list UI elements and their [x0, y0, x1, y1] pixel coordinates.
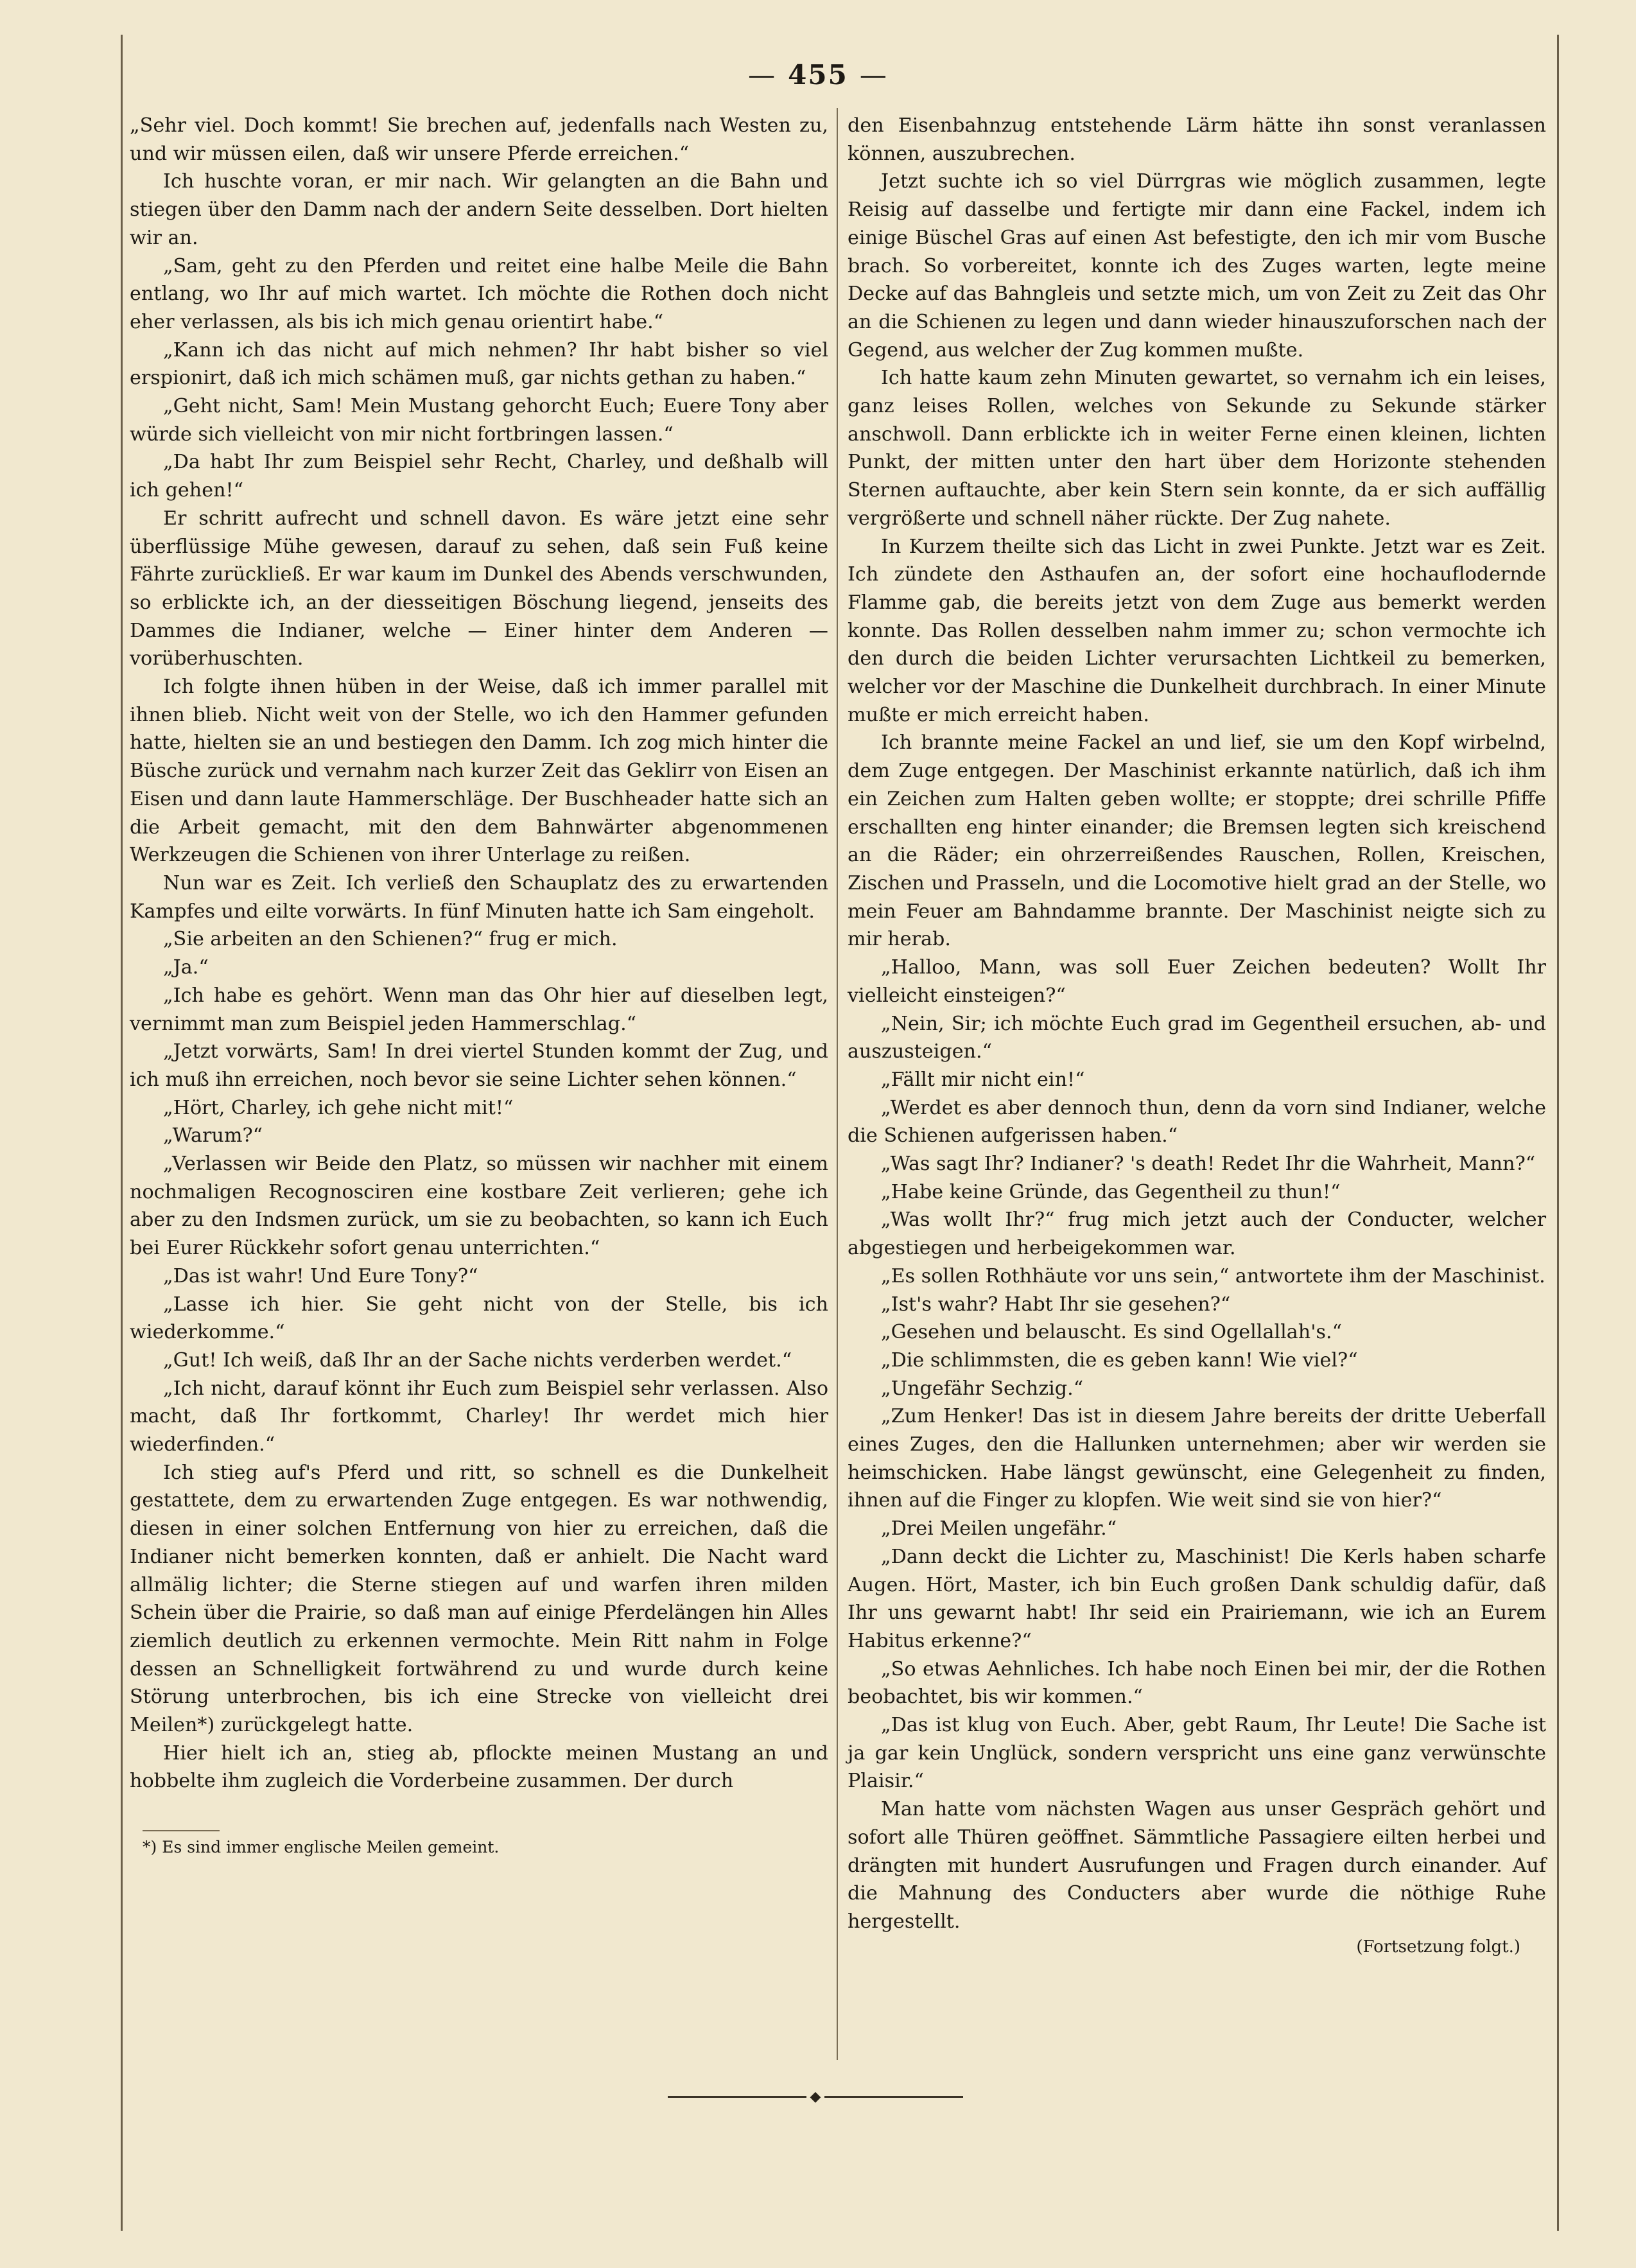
page-number: 455 [788, 59, 848, 91]
paragraph: Ich stieg auf's Pferd und ritt, so schnell es die Dunkelheit gestattete, dem zu erwartenden Zuge entgegen. Es war nothwendig, diesen in einer solchen Entfernung von hier zu erreichen, daß die Indianer nicht bemerken konnten, daß er anhielt. Die Nacht ward allmälig lichter; die Sterne stiegen auf und warfen ihren milden Schein über die Prairie, so daß man auf einige Pferdelängen hin Alles ziemlich deutlich zu erkennen vermochte. Mein Ritt nahm in Folge dessen an Schnelligkeit fortwährend zu und wurde durch keine Störung unterbrochen, bis ich eine Strecke von vielleicht drei Meilen*) zurückgelegt hatte. [130, 1461, 828, 1737]
left-column-paragraphs [130, 112, 828, 1795]
paragraph: „Gesehen und belauscht. Es sind Ogellallah's.“ [881, 1321, 1343, 1344]
paragraph: „Gut! Ich weiß, daß Ihr an der Sache nichts verderben werdet.“ [163, 1348, 792, 1372]
end-ornament [668, 2090, 963, 2103]
paragraph: Jetzt suchte ich so viel Dürrgras wie möglich zusammen, legte Reisig auf dasselbe und fertigte mir dann eine Fackel, indem ich einige Büschel Gras auf einen Ast befestigte, den ich mir vom Busche brach. So vorbereitet, konnte ich des Zuges warten, legte meine Decke auf das Bahngleis und setzte mich, um von Zeit zu Zeit das Ohr an die Schienen zu legen und dann wieder hinauszuforschen nach der Gegend, aus welcher der Zug kommen mußte. [848, 170, 1546, 362]
paragraph: „Werdet es aber dennoch thun, denn da vorn sind Indianer, welche die Schienen aufgerissen haben.“ [848, 1096, 1546, 1147]
paragraph: „Sehr viel. Doch kommt! Sie brechen auf, jedenfalls nach Westen zu, und wir müssen eilen, daß wir unsere Pferde erreichen.“ [130, 114, 828, 165]
column-divider [837, 108, 838, 2060]
paragraph: „Ich nicht, darauf könnt ihr Euch zum Beispiel sehr verlassen. Also macht, daß Ihr fortkommt, Charley! Ihr werdet mich hier wiederfinden.“ [130, 1377, 828, 1456]
continuation-note: (Fortsetzung folgt.) [1356, 1937, 1520, 1957]
paragraph: „Sie arbeiten an den Schienen?“ frug er mich. [163, 928, 618, 951]
paragraph: „Ja.“ [163, 956, 209, 979]
paragraph: „Das ist wahr! Und Eure Tony?“ [163, 1264, 478, 1287]
ornament-line-left [668, 2096, 806, 2098]
paragraph: „Ungefähr Sechzig.“ [881, 1377, 1084, 1400]
paragraph: „Drei Meilen ungefähr.“ [881, 1517, 1117, 1540]
paragraph: Hier hielt ich an, stieg ab, pflockte meinen Mustang an und hobbelte ihm zugleich die Vorderbeine zusammen. Der durch [130, 1741, 828, 1793]
ornament-line-right [824, 2096, 963, 2098]
paragraph: „Dann deckt die Lichter zu, Maschinist! Die Kerls haben scharfe Augen. Hört, Master, ich bin Euch großen Dank schuldig dafür, daß Ihr uns gewarnt habt! Ihr seid ein Prairiemann, wie ich an Eurem Habitus erkenne?“ [848, 1545, 1546, 1652]
left-text-column [130, 112, 828, 1858]
page-number-header [0, 59, 1636, 91]
paragraph: „Es sollen Rothhäute vor uns sein,“ antwortete ihm der Maschinist. [881, 1264, 1545, 1287]
paragraph: „Hört, Charley, ich gehe nicht mit!“ [163, 1096, 514, 1119]
paragraph: „Kann ich das nicht auf mich nehmen? Ihr habt bisher so viel erspionirt, daß ich mich schämen muß, gar nichts gethan zu haben.“ [130, 338, 828, 390]
paragraph: „Geht nicht, Sam! Mein Mustang gehorcht Euch; Euere Tony aber würde sich vielleicht von mir nicht fortbringen lassen.“ [130, 395, 828, 446]
paragraph: Ich huschte voran, er mir nach. Wir gelangten an die Bahn und stiegen über den Damm nach der andern Seite desselben. Dort hielten wir an. [130, 170, 828, 249]
paragraph: „So etwas Aehnliches. Ich habe noch Einen bei mir, der die Rothen beobachtet, bis wir kommen.“ [848, 1657, 1546, 1709]
paragraph: Nun war es Zeit. Ich verließ den Schauplatz des zu erwartenden Kampfes und eilte vorwärts. In fünf Minuten hatte ich Sam eingeholt. [130, 871, 828, 923]
paragraph: den Eisenbahnzug entstehende Lärm hätte ihn sonst veranlassen können, auszubrechen. [848, 114, 1546, 165]
right-column-paragraphs [848, 112, 1546, 1936]
paragraph: „Die schlimmsten, die es geben kann! Wie viel?“ [881, 1348, 1358, 1372]
paragraph: „Was wollt Ihr?“ frug mich jetzt auch der Conducter, welcher abgestiegen und herbeigekommen war. [848, 1208, 1546, 1260]
paragraph: „Sam, geht zu den Pferden und reitet eine halbe Meile die Bahn entlang, wo Ihr auf mich wartet. Ich möchte die Rothen doch nicht eher verlassen, als bis ich mich genau orientirt habe.“ [130, 254, 828, 333]
paragraph: Er schritt aufrecht und schnell davon. Es wäre jetzt eine sehr überflüssige Mühe gewesen, darauf zu sehen, daß sein Fuß keine Fährte zurückließ. Er war kaum im Dunkel des Abends verschwunden, so erblickte ich, an der diesseitigen Böschung liegend, jenseits des Dammes die Indianer, welche — Einer hinter dem Anderen — vorüberhuschten. [130, 507, 828, 670]
paragraph: Ich hatte kaum zehn Minuten gewartet, so vernahm ich ein leises, ganz leises Rollen, welches von Sekunde zu Sekunde stärker anschwoll. Dann erblickte ich in weiter Ferne einen kleinen, lichten Punkt, der mitten unter den hart über dem Horizonte stehenden Sternen auftauchte, aber kein Stern sein konnte, da er sich auffällig vergrößerte und schnell näher rückte. Der Zug nahete. [848, 367, 1546, 530]
paragraph: „Da habt Ihr zum Beispiel sehr Recht, Charley, und deßhalb will ich gehen!“ [130, 451, 828, 502]
paragraph: „Zum Henker! Das ist in diesem Jahre bereits der dritte Ueberfall eines Zuges, den die Hallunken unternehmen; aber wir werden sie heimschicken. Habe längst gewünscht, eine Gelegenheit zu finden, ihnen auf die Finger zu klopfen. Wie weit sind sie von hier?“ [848, 1405, 1546, 1512]
footnote: *) Es sind immer englische Meilen gemeint. [143, 1838, 500, 1857]
paragraph: „Was sagt Ihr? Indianer? 's death! Redet Ihr die Wahrheit, Mann?“ [881, 1153, 1536, 1176]
paragraph: Ich folgte ihnen hüben in der Weise, daß ich immer parallel mit ihnen blieb. Nicht weit von der Stelle, wo ich den Hammer gefunden hatte, hielten sie an und bestiegen den Damm. Ich zog mich hinter die Büsche zurück und vernahm nach kurzer Zeit das Geklirr von Eisen an Eisen und dann laute Hammerschläge. Der Buschheader hatte sich an die Arbeit gemacht, mit den dem Bahnwärter abgenommenen Werkzeugen die Schienen von ihrer Unterlage zu reißen. [130, 676, 828, 867]
ornament-diamond-icon: ◆ [810, 2088, 821, 2105]
paragraph: „Ich habe es gehört. Wenn man das Ohr hier auf dieselben legt, vernimmt man zum Beispiel jeden Hammerschlag.“ [130, 984, 828, 1035]
paragraph: Man hatte vom nächsten Wagen aus unser Gespräch gehört und sofort alle Thüren geöffnet. Sämmtliche Passagiere eilten herbei und drängten mit hundert Ausrufungen und Fragen durch einander. Auf die Mahnung des Conducters aber wurde die nöthige Ruhe hergestellt. [848, 1798, 1546, 1933]
paragraph: „Halloo, Mann, was soll Euer Zeichen bedeuten? Wollt Ihr vielleicht einsteigen?“ [848, 956, 1546, 1007]
paragraph: „Ist's wahr? Habt Ihr sie gesehen?“ [881, 1293, 1231, 1316]
paragraph: Ich brannte meine Fackel an und lief, sie um den Kopf wirbelnd, dem Zuge entgegen. Der Maschinist erkannte natürlich, daß ich ihm ein Zeichen zum Halten geben wollte; er stoppte; drei schrille Pfiffe erschallten eng hinter einander; die Bremsen legten sich kreischend an die Räder; ein ohrzerreißendes Rauschen, Rollen, Kreischen, Zischen und Prasseln, und die Locomotive hielt grad an der Stelle, wo mein Feuer am Bahndamme brannte. Der Maschinist neigte sich zu mir herab. [848, 731, 1546, 951]
paragraph: „Nein, Sir; ich möchte Euch grad im Gegentheil ersuchen, ab- und auszusteigen.“ [848, 1012, 1546, 1063]
paragraph: „Warum?“ [163, 1124, 263, 1147]
paragraph: „Lasse ich hier. Sie geht nicht von der Stelle, bis ich wiederkomme.“ [130, 1293, 828, 1344]
right-dash-ornament: — [859, 59, 888, 91]
paragraph: „Das ist klug von Euch. Aber, gebt Raum, Ihr Leute! Die Sache ist ja gar kein Unglück, sondern verspricht uns eine ganz verwünschte Plaisir.“ [848, 1714, 1546, 1793]
paragraph: „Verlassen wir Beide den Platz, so müssen wir nachher mit einem nochmaligen Recognosciren eine kostbare Zeit verlieren; gehe ich aber zu den Indsmen zurück, um sie zu beobachten, so kann ich Euch bei Eurer Rückkehr sofort genau unterrichten.“ [130, 1153, 828, 1260]
footnote-rule [143, 1830, 220, 1831]
paragraph: „Fällt mir nicht ein!“ [881, 1068, 1085, 1091]
paragraph: In Kurzem theilte sich das Licht in zwei Punkte. Jetzt war es Zeit. Ich zündete den Asthaufen an, der sofort eine hochauflodernde Flamme gab, die bereits jetzt von dem Zuge aus bemerkt werden konnte. Das Rollen desselben nahm immer zu; schon vermochte ich den durch die beiden Lichter verursachten Lichtkeil zu bemerken, welcher vor der Maschine die Dunkelheit durchbrach. In einer Minute mußte er mich erreicht haben. [848, 535, 1546, 726]
left-dash-ornament: — [748, 59, 777, 91]
right-text-column [848, 112, 1546, 1961]
paragraph: „Habe keine Gründe, das Gegentheil zu thun!“ [881, 1180, 1341, 1203]
paragraph: „Jetzt vorwärts, Sam! In drei viertel Stunden kommt der Zug, und ich muß ihn erreichen, noch bevor sie seine Lichter sehen können.“ [130, 1040, 828, 1091]
